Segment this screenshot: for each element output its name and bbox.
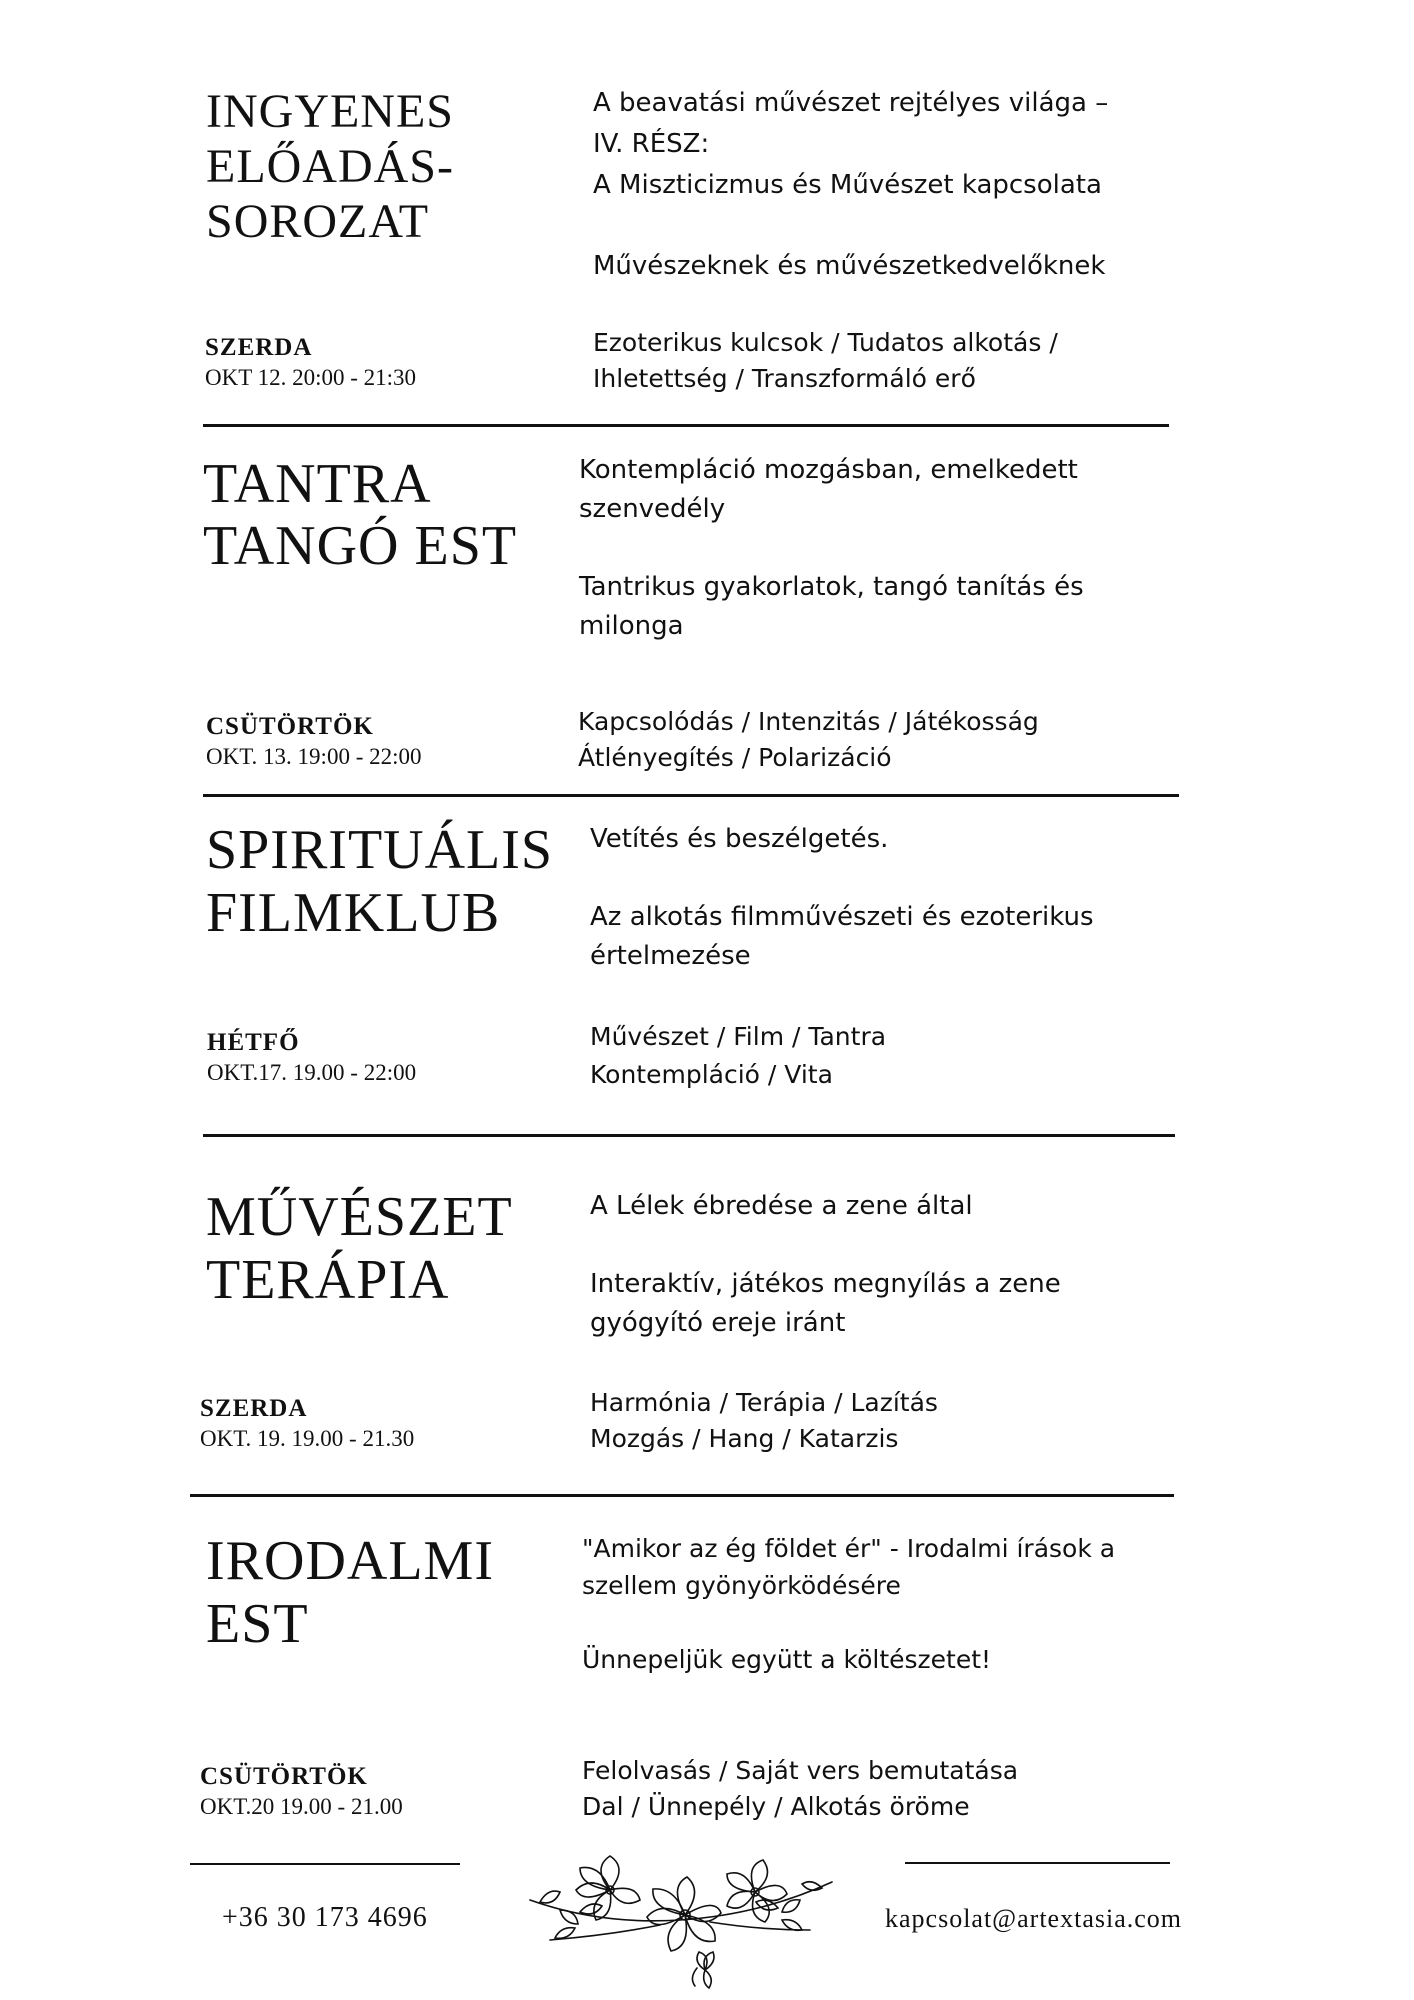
title-line: SPIRITUÁLIS xyxy=(206,819,554,881)
title-line: EST xyxy=(206,1593,309,1655)
tags-row: Kapcsolódás / Intenzitás / Játékosság xyxy=(578,707,1039,736)
event-tags xyxy=(593,325,1058,397)
tags-row: Átlényegítés / Polarizáció xyxy=(578,743,892,772)
description-gap xyxy=(579,529,1084,568)
event-title-eloadas-sorozat xyxy=(206,84,454,249)
event-title-muveszet-terapia xyxy=(206,1186,513,1312)
title-line: TANTRA xyxy=(203,453,432,515)
event-weekday: SZERDA xyxy=(205,334,313,361)
event-title-irodalmi-est xyxy=(206,1530,494,1656)
tags-row: Felolvasás / Saját vers bemutatása xyxy=(582,1756,1019,1785)
tags-row: Ezoterikus kulcsok / Tudatos alkotás / xyxy=(593,328,1058,357)
tags-row: Kontempláció / Vita xyxy=(590,1060,833,1089)
event-date xyxy=(207,1028,416,1088)
event-title-tantra-tango xyxy=(203,453,517,577)
event-tags xyxy=(590,1018,886,1094)
title-line: IRODALMI xyxy=(206,1530,494,1592)
description-gap xyxy=(593,206,1108,246)
description-line: milonga xyxy=(579,611,684,641)
event-date xyxy=(206,712,422,772)
description-line: gyógyító ereje iránt xyxy=(590,1308,846,1338)
description-gap xyxy=(590,1226,1061,1265)
description-line: "Amikor az ég földet ér" - Irodalmi írások a xyxy=(582,1534,1116,1563)
floral-ornament-icon xyxy=(510,1830,850,2000)
description-line: Tantrikus gyakorlatok, tangó tanítás és xyxy=(579,572,1084,602)
event-date xyxy=(200,1394,414,1454)
description-gap xyxy=(590,859,1094,898)
email-address[interactable]: kapcsolat@artextasia.com xyxy=(885,1904,1182,1933)
event-time: OKT. 13. 19:00 - 22:00 xyxy=(206,744,422,769)
event-description xyxy=(590,1187,1061,1343)
event-weekday: CSÜTÖRTÖK xyxy=(206,713,374,740)
tags-row: Ihletettség / Transzformáló erő xyxy=(593,364,976,393)
tags-row: Dal / Ünnepély / Alkotás öröme xyxy=(582,1792,970,1821)
title-line: TANGÓ EST xyxy=(203,515,518,577)
description-line: Művészeknek és művészetkedvelőknek xyxy=(593,251,1106,281)
event-tags xyxy=(582,1753,1018,1825)
event-description xyxy=(593,83,1108,287)
description-line: Vetítés és beszélgetés. xyxy=(590,824,889,854)
title-line: TERÁPIA xyxy=(206,1249,450,1311)
tags-row: Harmónia / Terápia / Lazítás xyxy=(590,1388,938,1417)
section-divider xyxy=(203,1134,1175,1137)
event-tags xyxy=(590,1385,938,1457)
description-line: Az alkotás filmművészeti és ezoterikus xyxy=(590,902,1094,932)
section-divider xyxy=(203,794,1179,797)
section-divider xyxy=(190,1494,1174,1497)
event-description xyxy=(582,1530,1115,1678)
footer-rule-left xyxy=(190,1863,460,1865)
footer-rule-right xyxy=(905,1862,1170,1864)
event-date xyxy=(200,1762,403,1822)
description-line: szenvedély xyxy=(579,494,726,524)
description-gap xyxy=(582,1604,1115,1641)
description-line: Ünnepeljük együtt a költészetet! xyxy=(582,1645,992,1674)
event-description xyxy=(579,451,1084,646)
title-line: SOROZAT xyxy=(206,195,430,248)
title-line: MŰVÉSZET xyxy=(206,1186,513,1248)
description-line: A Miszticizmus és Művészet kapcsolata xyxy=(593,170,1102,200)
event-time: OKT.20 19.00 - 21.00 xyxy=(200,1794,403,1819)
description-line: szellem gyönyörködésére xyxy=(582,1571,901,1600)
event-weekday: HÉTFŐ xyxy=(207,1029,300,1056)
event-time: OKT 12. 20:00 - 21:30 xyxy=(205,365,417,390)
event-date xyxy=(205,333,416,393)
title-line: INGYENES xyxy=(206,85,454,138)
event-title-filmklub xyxy=(206,819,553,945)
description-line: A beavatási művészet rejtélyes világa – xyxy=(593,88,1109,118)
event-weekday: SZERDA xyxy=(200,1395,308,1422)
description-line: A Lélek ébredése a zene által xyxy=(590,1191,973,1221)
event-description xyxy=(590,820,1094,976)
event-tags xyxy=(578,704,1039,776)
title-line: ELŐADÁS- xyxy=(206,140,454,193)
phone-number[interactable]: +36 30 173 4696 xyxy=(222,1902,428,1933)
title-line: FILMKLUB xyxy=(206,882,501,944)
event-time: OKT. 19. 19.00 - 21.30 xyxy=(200,1426,415,1451)
description-line: értelmezése xyxy=(590,941,751,971)
description-line: IV. RÉSZ: xyxy=(593,129,710,159)
event-time: OKT.17. 19.00 - 22:00 xyxy=(207,1060,417,1085)
description-line: Interaktív, játékos megnyílás a zene xyxy=(590,1269,1061,1299)
description-line: Kontempláció mozgásban, emelkedett xyxy=(579,455,1078,485)
tags-row: Mozgás / Hang / Katarzis xyxy=(590,1424,899,1453)
event-weekday: CSÜTÖRTÖK xyxy=(200,1763,368,1790)
tags-row: Művészet / Film / Tantra xyxy=(590,1022,887,1051)
section-divider xyxy=(203,424,1169,427)
